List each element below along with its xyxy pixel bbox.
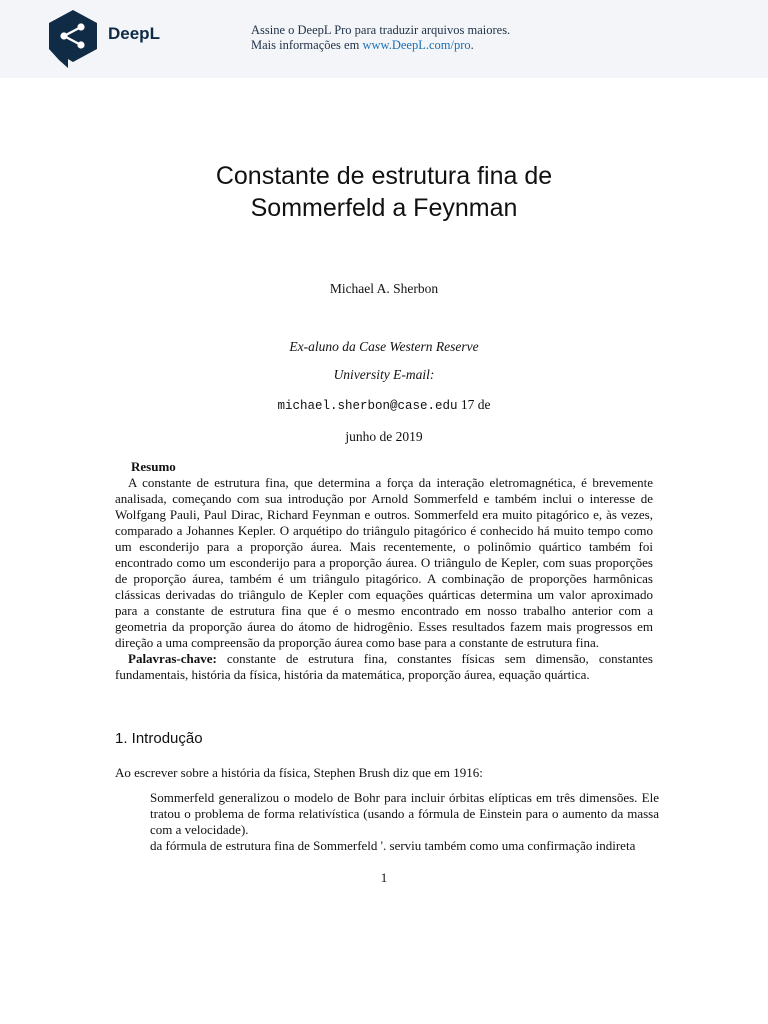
section-heading-introducao: 1. Introdução — [115, 730, 203, 747]
promo-text — [251, 23, 510, 53]
quote-paragraph-2: da fórmula de estrutura fina de Sommerfeld '. serviu também como uma confirmação indireta — [150, 838, 636, 853]
author: Michael A. Sherbon — [329, 281, 439, 296]
promo-line-2-suffix: . — [470, 38, 474, 52]
keywords-label: Palavras-chave: — [128, 651, 217, 666]
keywords-text: constante de estrutura fina, constantes físicas sem dimensão, constantes fundamentais, história da física, história da matemática, proporção áurea, equação quártica. — [115, 651, 653, 682]
promo-line-1: Assine o DeepL Pro para traduzir arquivos maiores. — [251, 23, 511, 37]
promo-line-2 — [251, 38, 510, 53]
intro-paragraph: Ao escrever sobre a história da física, Stephen Brush diz que em 1916: — [115, 765, 483, 780]
keywords — [115, 651, 653, 683]
email-date-line — [0, 397, 768, 413]
title-line-1: Constante de estrutura fina de — [215, 162, 553, 190]
deepl-pro-link[interactable]: www.DeepL.com/pro — [362, 38, 471, 52]
deepl-logo-icon — [46, 8, 100, 68]
email-address[interactable]: michael.sherbon@case.edu — [277, 399, 458, 413]
deepl-logo-text: DeepL — [108, 24, 160, 43]
date-part-1: 17 de — [457, 397, 491, 412]
deepl-banner — [0, 0, 768, 78]
abstract-heading: Resumo — [131, 459, 176, 474]
date-part-2: junho de 2019 — [345, 429, 423, 444]
abstract — [115, 459, 653, 683]
document-title — [0, 160, 768, 224]
affiliation-line-2: University E-mail: — [333, 367, 435, 382]
abstract-text: A constante de estrutura fina, que determina a força da interação eletromagnética, é brevemente analisada, começando com sua introdução por Arnold Sommerfeld e também inclui o interesse de Wolfgang Pauli, Paul Dirac, Richard Feynman e outros. Sommerfeld era muito pitagórico e, às vezes, comparado a Johannes Kepler. O arquétipo do triângulo pitagórico é conhecido há muito tempo como um esconderijo para a proporção áurea. Mais recentemente, o polinômio quártico também foi encontrado como um esconderijo para a proporção áurea. O triângulo de Kepler, com suas proporções de proporção áurea, também é um triângulo pitagórico. A combinação de proporções harmônicas clássicas derivadas do triângulo de Kepler com equações quárticas determina um valor aproximado para a constante de estrutura fina que é o mesmo encontrado em nosso trabalho anterior com a geometria da proporção áurea do átomo de hidrogênio. Esses resultados fazem mais progressos em direção a uma compreensão da proporção áurea como base para a constante de estrutura fina. — [115, 475, 653, 650]
page-number: 1 — [380, 870, 388, 885]
promo-line-2-prefix: Mais informações em — [251, 38, 363, 52]
block-quote — [150, 790, 659, 854]
title-line-2: Sommerfeld a Feynman — [250, 194, 518, 222]
quote-paragraph-1: Sommerfeld generalizou o modelo de Bohr para incluir órbitas elípticas em três dimensões. Ele tratou o problema de forma relativística (usando a fórmula de Einstein para o aumento da massa com a velocidade). — [150, 790, 659, 837]
affiliation-line-1: Ex-aluno da Case Western Reserve — [289, 339, 479, 354]
